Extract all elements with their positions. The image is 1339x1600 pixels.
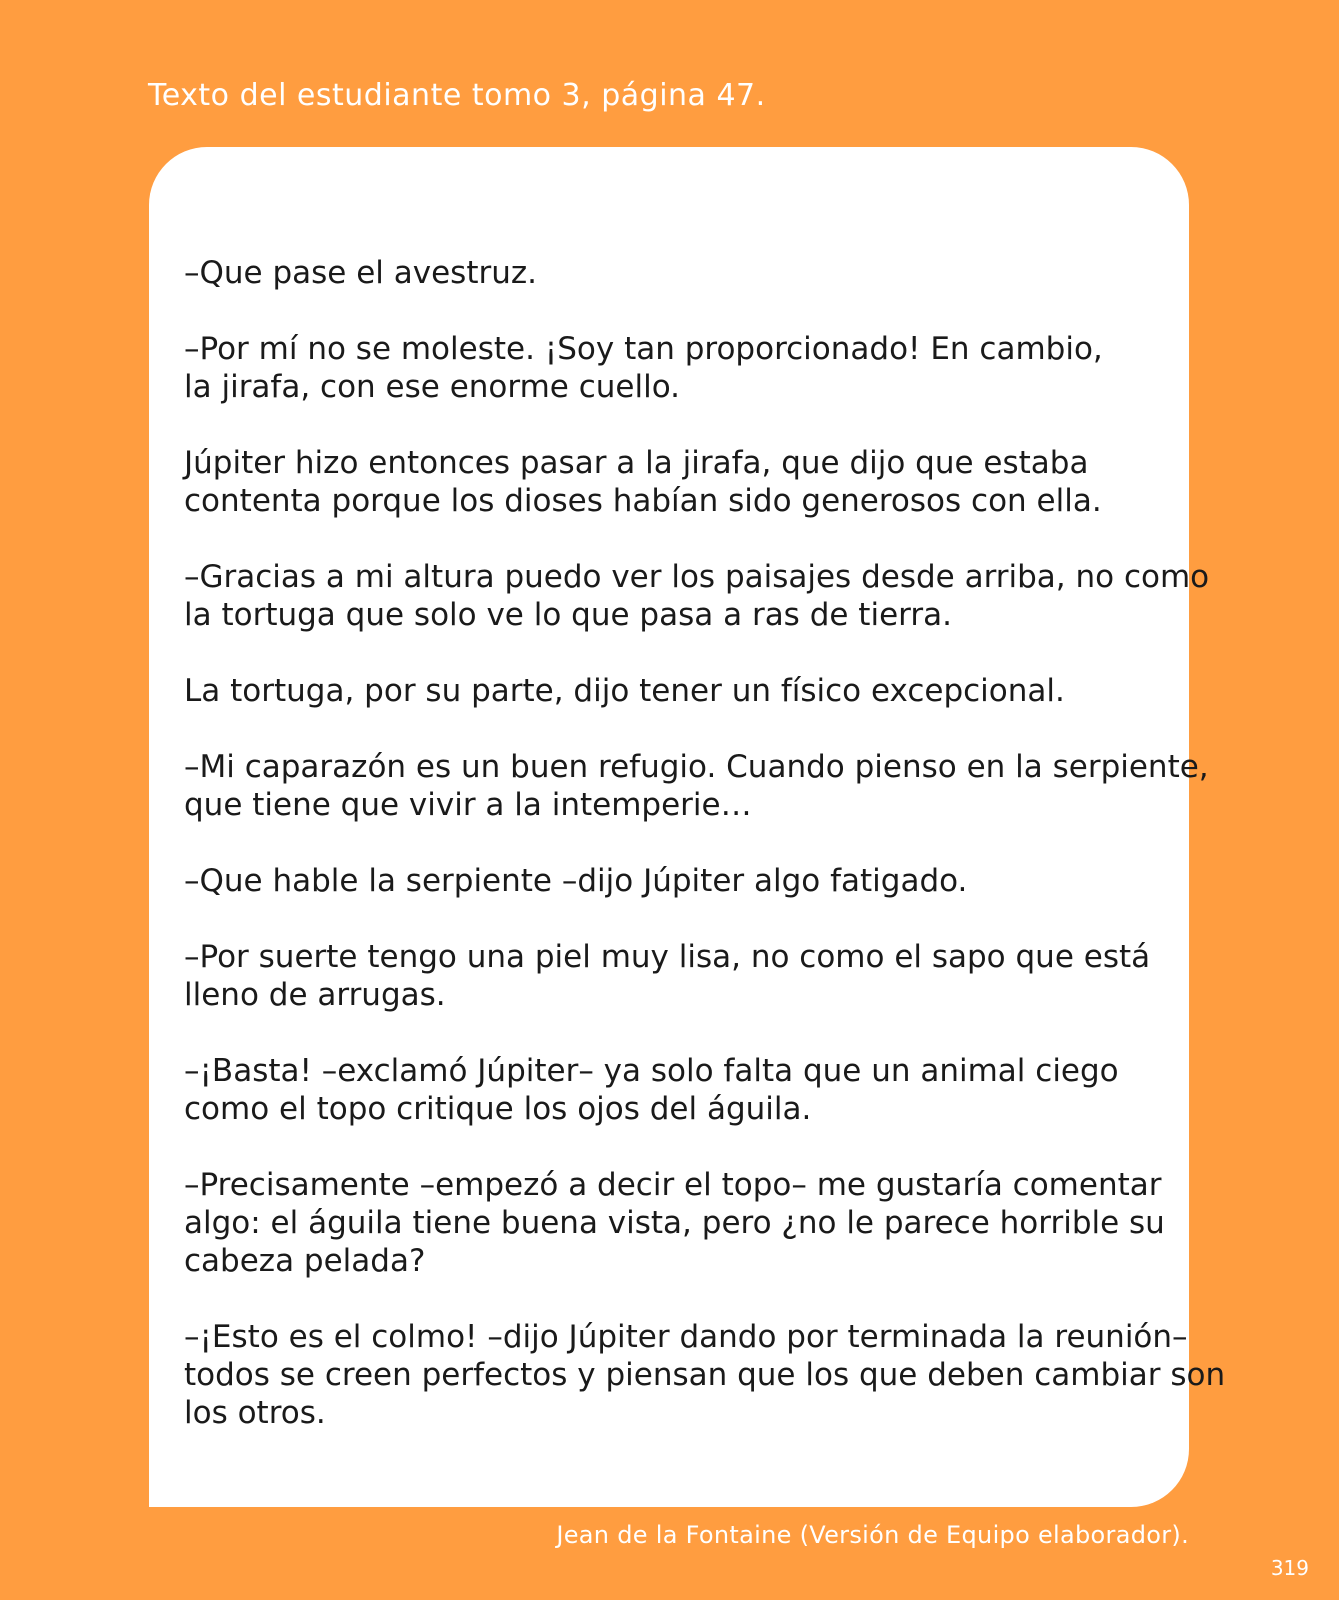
story-paragraph: [184, 672, 1164, 710]
text-line: algo: el águila tiene buena vista, pero ¿no le parece horrible su: [184, 1205, 1165, 1241]
text-line: contenta porque los dioses habían sido generosos con ella.: [184, 483, 1102, 519]
text-line: –Por suerte tengo una piel muy lisa, no como el sapo que está: [184, 939, 1151, 975]
story-paragraph: [184, 330, 1164, 406]
text-line: la tortuga que solo ve lo que pasa a ras de tierra.: [184, 597, 952, 633]
text-line: cabeza pelada?: [184, 1243, 426, 1279]
text-line: –Que hable la serpiente –dijo Júpiter algo fatigado.: [184, 863, 968, 899]
page-number: 319: [1270, 1556, 1309, 1580]
text-line: Júpiter hizo entonces pasar a la jirafa, que dijo que estaba: [184, 445, 1089, 481]
story-paragraph: [184, 938, 1164, 1014]
text-line: la jirafa, con ese enorme cuello.: [184, 369, 680, 405]
story-paragraph: [184, 748, 1209, 824]
text-line: –Por mí no se moleste. ¡Soy tan proporcionado! En cambio,: [184, 331, 1103, 367]
source-reference: Texto del estudiante tomo 3, página 47.: [148, 78, 766, 113]
text-line: los otros.: [184, 1395, 326, 1431]
story-paragraph: [184, 1318, 1226, 1432]
author-credit: Jean de la Fontaine (Versión de Equipo elaborador).: [556, 1521, 1189, 1549]
text-line: –Mi caparazón es un buen refugio. Cuando pienso en la serpiente,: [184, 749, 1209, 785]
text-line: La tortuga, por su parte, dijo tener un físico excepcional.: [184, 673, 1065, 709]
story-text: [184, 254, 1226, 1470]
text-line: –Gracias a mi altura puedo ver los paisajes desde arriba, no como: [184, 559, 1210, 595]
text-line: –Precisamente –empezó a decir el topo– me gustaría comentar: [184, 1167, 1162, 1203]
text-line: como el topo critique los ojos del águila.: [184, 1091, 812, 1127]
story-paragraph: [184, 558, 1210, 634]
story-paragraph: [184, 1052, 1164, 1128]
text-line: lleno de arrugas.: [184, 977, 446, 1013]
story-paragraph: [184, 862, 1164, 900]
story-paragraph: [184, 1166, 1164, 1280]
text-line: –Que pase el avestruz.: [184, 255, 538, 291]
text-line: que tiene que vivir a la intemperie…: [184, 787, 752, 823]
text-line: –¡Esto es el colmo! –dijo Júpiter dando por terminada la reunión–: [184, 1319, 1188, 1355]
story-paragraph: [184, 444, 1164, 520]
story-paragraph: [184, 254, 1164, 292]
text-line: –¡Basta! –exclamó Júpiter– ya solo falta que un animal ciego: [184, 1053, 1119, 1089]
text-line: todos se creen perfectos y piensan que los que deben cambiar son: [184, 1357, 1226, 1393]
